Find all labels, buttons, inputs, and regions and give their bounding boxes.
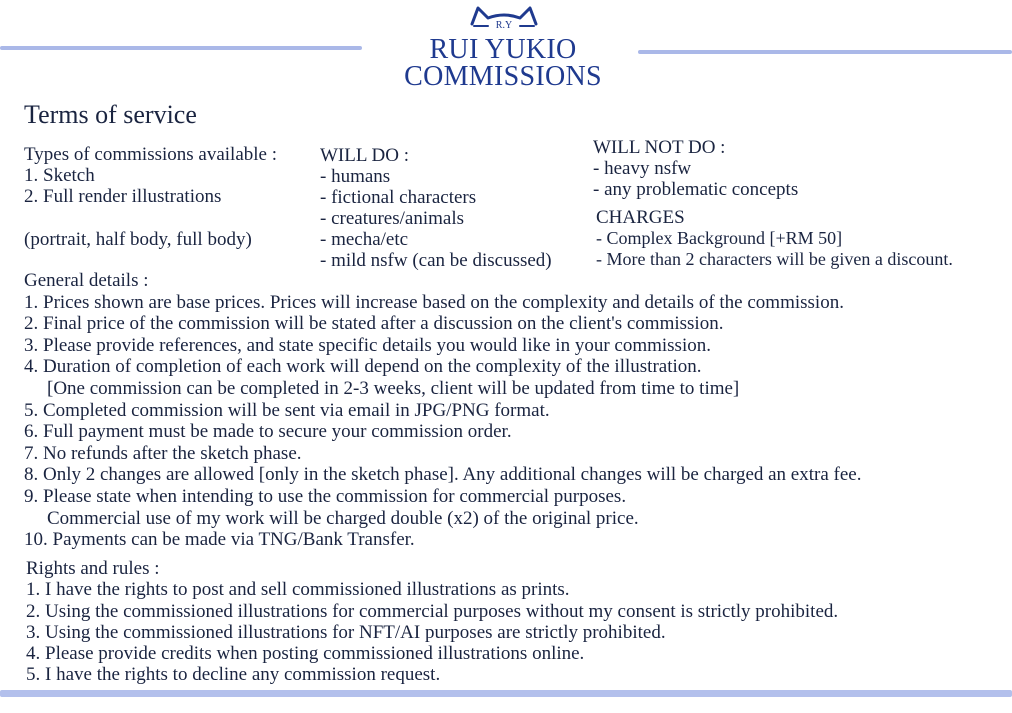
- will-not-do-heading: WILL NOT DO :: [593, 137, 726, 158]
- brand-title: [380, 36, 626, 90]
- will-do-item: - mecha/etc: [320, 229, 409, 250]
- will-not-do-section: [593, 137, 798, 200]
- general-item: 5. Completed commission will be sent via email in JPG/PNG format.: [24, 399, 550, 421]
- cat-logo-icon: [468, 4, 540, 34]
- charges-item: - Complex Background [+RM 50]: [596, 228, 843, 248]
- commission-types-section: [24, 144, 277, 250]
- charges-item: - More than 2 characters will be given a discount.: [596, 249, 953, 269]
- rights-rules-section: [26, 558, 838, 686]
- general-item-continuation: Commercial use of my work will be charged double (x2) of the original price.: [47, 507, 639, 529]
- rights-item: 3. Using the commissioned illustrations for NFT/AI purposes are strictly prohibited.: [26, 621, 666, 643]
- header-divider-right: [638, 50, 1012, 54]
- rights-item: 5. I have the rights to decline any commission request.: [26, 664, 441, 686]
- types-note: (portrait, half body, full body): [24, 229, 252, 250]
- rights-item: 4. Please provide credits when posting commissioned illustrations online.: [26, 643, 585, 665]
- general-item: 9. Please state when intending to use the commission for commercial purposes.: [24, 485, 627, 507]
- general-item: 1. Prices shown are base prices. Prices will increase based on the complexity and details of the commission.: [24, 291, 844, 313]
- general-item: 3. Please provide references, and state specific details you would like in your commission.: [24, 334, 711, 356]
- types-item: 2. Full render illustrations: [24, 186, 222, 207]
- general-item: 6. Full payment must be made to secure your commission order.: [24, 421, 512, 443]
- general-details-section: [24, 270, 861, 551]
- rights-item: 2. Using the commissioned illustrations for commercial purposes without my consent is strictly prohibited.: [26, 600, 839, 622]
- page-title: Terms of service: [24, 100, 197, 129]
- charges-section: [596, 207, 953, 270]
- general-item-continuation: [One commission can be completed in 2-3 weeks, client will be updated from time to time]: [47, 377, 740, 399]
- general-heading: General details :: [24, 270, 149, 291]
- header-divider-left: [0, 46, 362, 50]
- will-not-do-item: - any problematic concepts: [593, 179, 799, 200]
- will-not-do-item: - heavy nsfw: [593, 158, 692, 179]
- general-item: 2. Final price of the commission will be stated after a discussion on the client's commission.: [24, 313, 724, 335]
- types-item: 1. Sketch: [24, 165, 95, 186]
- rights-item: 1. I have the rights to post and sell commissioned illustrations as prints.: [26, 579, 570, 601]
- brand-line2: COMMISSIONS: [404, 61, 602, 92]
- will-do-section: [320, 145, 552, 271]
- will-do-item: - fictional characters: [320, 187, 477, 208]
- general-item: 8. Only 2 changes are allowed [only in the sketch phase]. Any additional changes will be charged an extra fee.: [24, 464, 862, 486]
- general-item: 4. Duration of completion of each work will depend on the complexity of the illustration.: [24, 356, 702, 378]
- rights-heading: Rights and rules :: [26, 558, 160, 579]
- logo-text: R.Y: [495, 20, 513, 31]
- will-do-item: - creatures/animals: [320, 208, 465, 229]
- charges-heading: CHARGES: [596, 207, 685, 228]
- general-item: 7. No refunds after the sketch phase.: [24, 442, 302, 464]
- footer-divider: [0, 690, 1012, 697]
- general-item: 10. Payments can be made via TNG/Bank Transfer.: [24, 529, 415, 551]
- will-do-heading: WILL DO :: [320, 145, 409, 166]
- types-heading: Types of commissions available :: [24, 144, 278, 165]
- will-do-item: - mild nsfw (can be discussed): [320, 250, 552, 271]
- brand-line1: RUI YUKIO: [429, 34, 577, 65]
- will-do-item: - humans: [320, 166, 391, 187]
